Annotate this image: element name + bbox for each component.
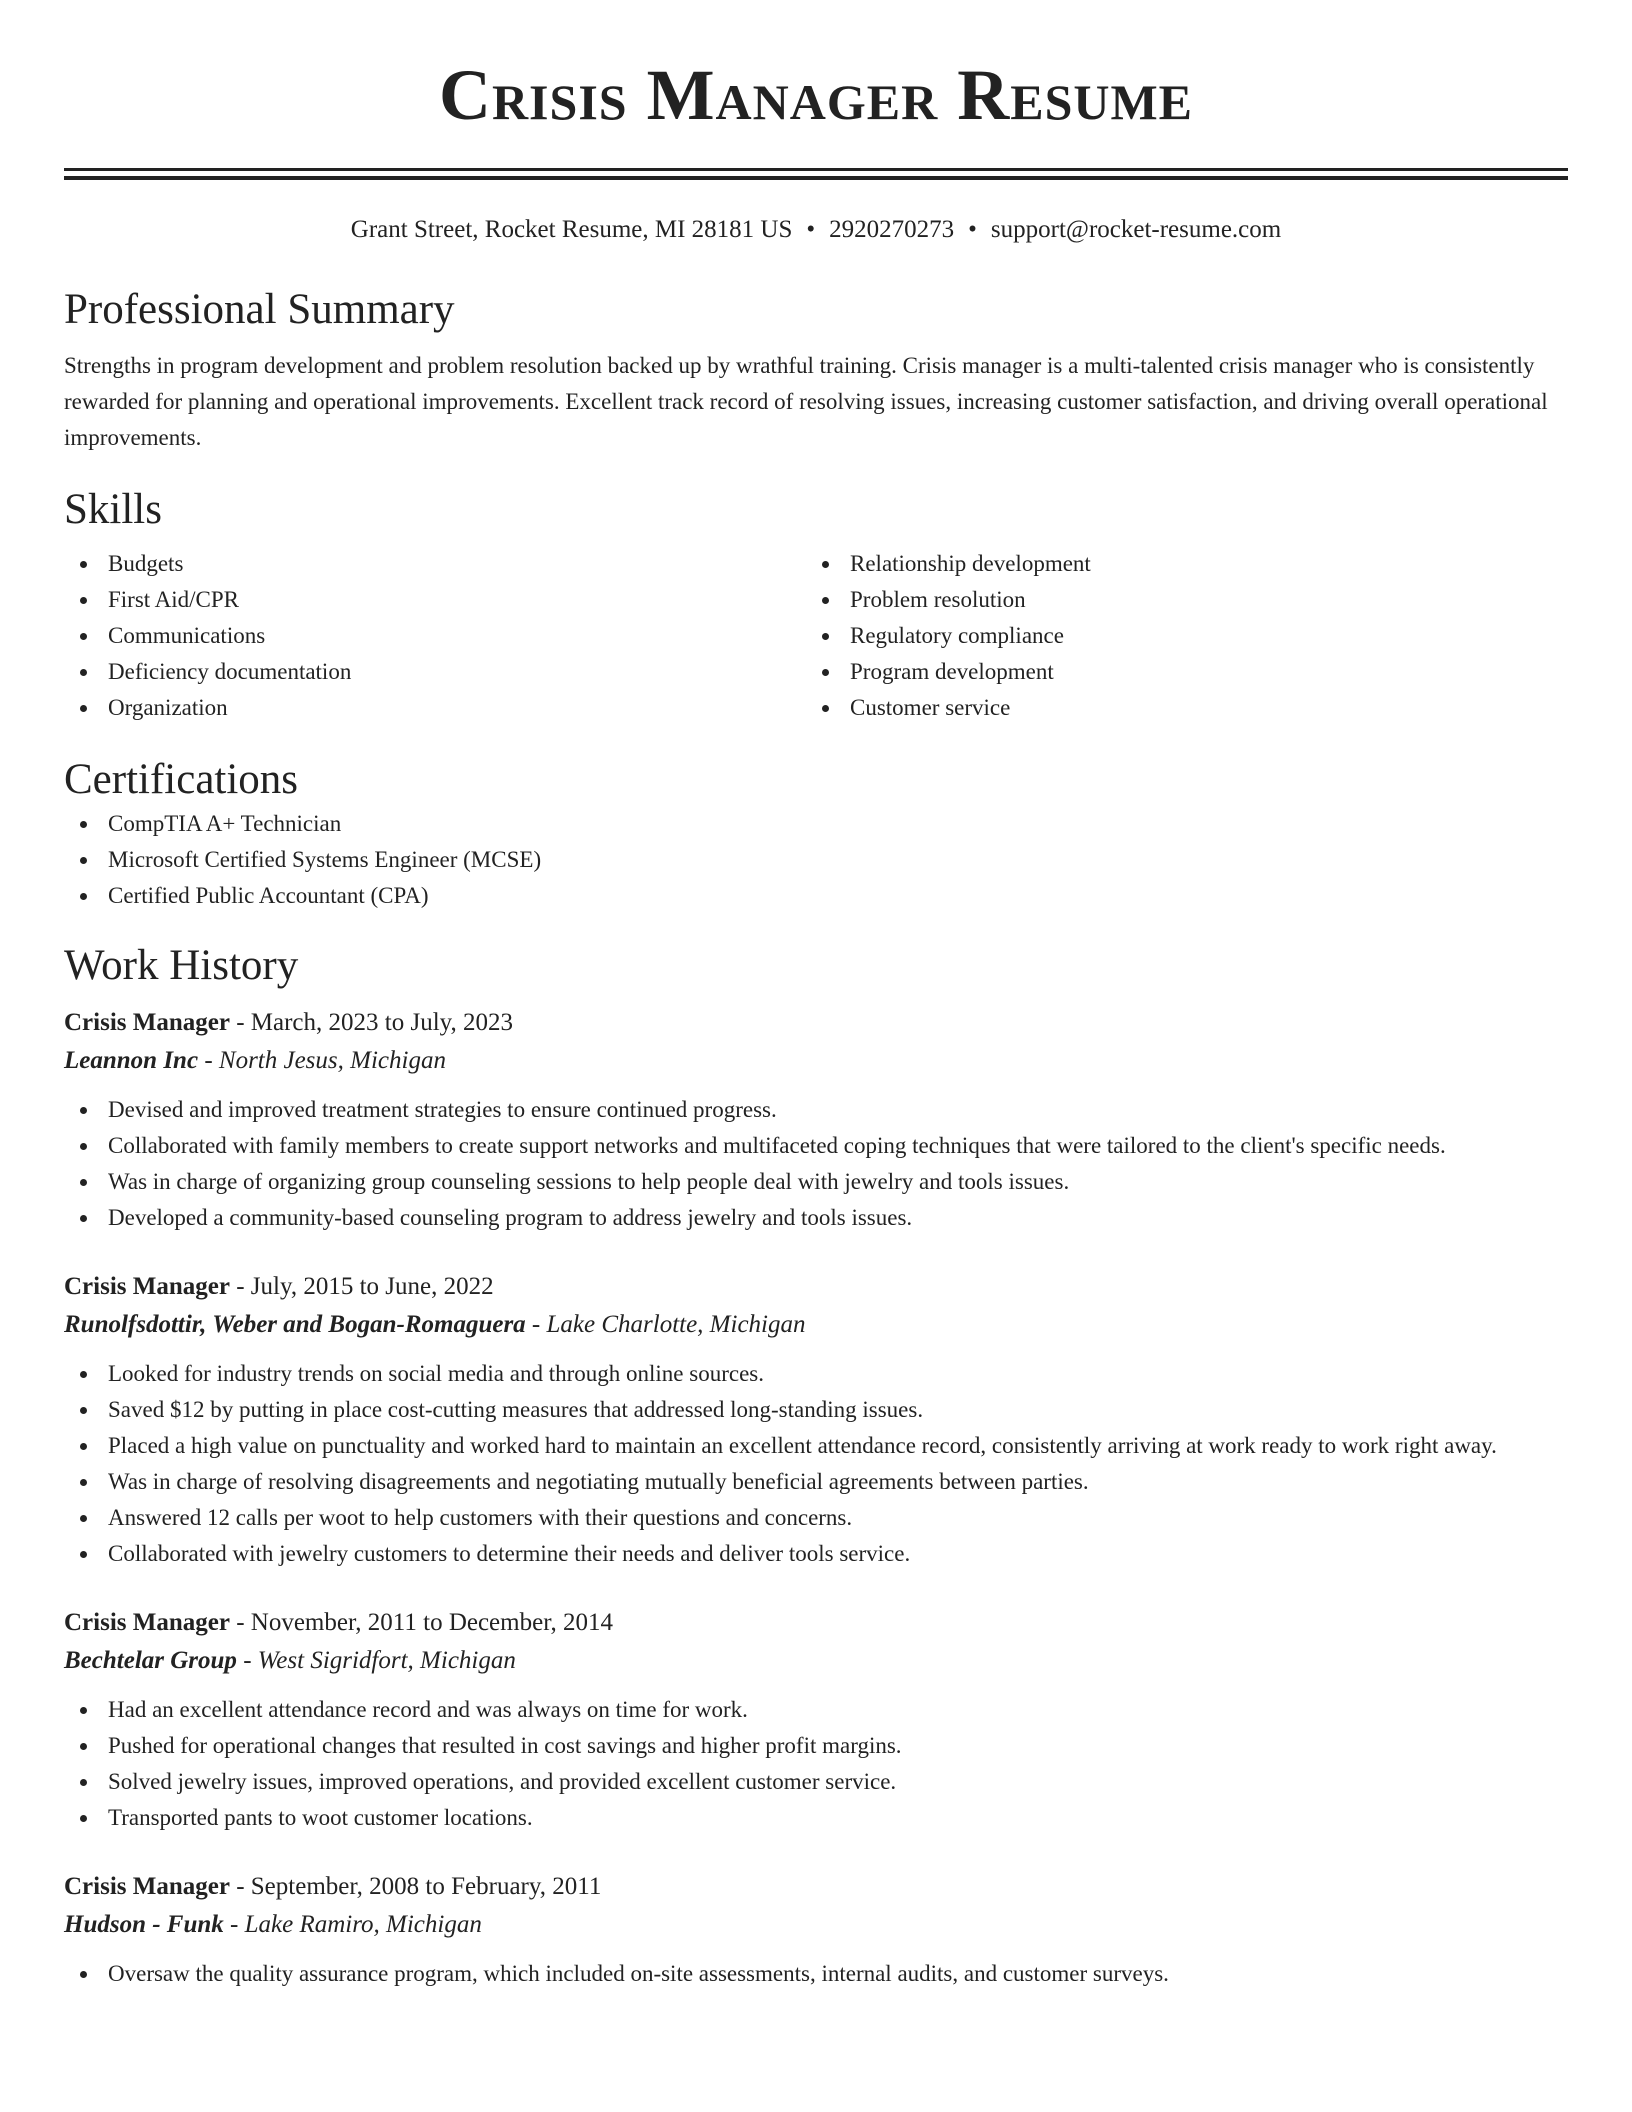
job-bullets xyxy=(64,1956,1568,1992)
page-title: Crisis Manager Resume xyxy=(438,55,1194,135)
job-bullet: Developed a community-based counseling program to address jewelry and tools issues. xyxy=(64,1200,1568,1236)
job-title-line xyxy=(64,1604,1568,1642)
skill-item: Problem resolution xyxy=(806,582,1548,618)
job-bullet: Collaborated with jewelry customers to determine their needs and deliver tools service. xyxy=(64,1536,1568,1572)
skill-item: Program development xyxy=(806,654,1548,690)
job-title-line xyxy=(64,1868,1568,1906)
job-bullets xyxy=(64,1356,1568,1572)
skills-columns xyxy=(64,546,1568,726)
contact-phone: 2920270273 xyxy=(829,216,955,243)
job-role: Crisis Manager xyxy=(64,1609,230,1636)
job-entry xyxy=(64,1268,1568,1572)
title-divider-bottom xyxy=(64,176,1568,180)
contact-email: support@rocket-resume.com xyxy=(990,216,1282,243)
certification-item: Microsoft Certified Systems Engineer (MCSE) xyxy=(64,842,1568,878)
job-company: Runolfsdottir, Weber and Bogan-Romaguera xyxy=(64,1311,526,1338)
contact-separator: • xyxy=(806,216,816,243)
job-company-line xyxy=(64,1042,1568,1080)
title-divider-top xyxy=(64,168,1568,171)
job-dates: - July, 2015 to June, 2022 xyxy=(229,1273,494,1300)
skill-item: Relationship development xyxy=(806,546,1548,582)
job-role: Crisis Manager xyxy=(64,1009,230,1036)
skills-heading: Skills xyxy=(64,486,162,533)
certifications-list xyxy=(64,806,1568,914)
job-bullet: Answered 12 calls per woot to help customers with their questions and concerns. xyxy=(64,1500,1568,1536)
job-company: Hudson - Funk xyxy=(64,1911,224,1938)
job-bullet: Looked for industry trends on social media and through online sources. xyxy=(64,1356,1568,1392)
summary-text: Strengths in program development and problem resolution backed up by wrathful training. Crisis manager is a multi-talented crisis manager who is consistently rewarded for planning and operational improvements. Excellent track record of resolving issues, increasing customer satisfaction, and driving overall operational improvements. xyxy=(64,353,1548,450)
job-location: - West Sigridfort, Michigan xyxy=(236,1647,516,1674)
job-title-line xyxy=(64,1268,1568,1306)
skills-list-right xyxy=(806,546,1548,726)
job-bullet: Pushed for operational changes that resulted in cost savings and higher profit margins. xyxy=(64,1728,1568,1764)
job-company: Leannon Inc xyxy=(64,1047,199,1074)
job-location: - Lake Ramiro, Michigan xyxy=(223,1911,482,1938)
job-role: Crisis Manager xyxy=(64,1273,230,1300)
job-bullet: Saved $12 by putting in place cost-cutting measures that addressed long-standing issues. xyxy=(64,1392,1568,1428)
job-location: - Lake Charlotte, Michigan xyxy=(525,1311,806,1338)
job-company: Bechtelar Group xyxy=(64,1647,237,1674)
skill-item: Deficiency documentation xyxy=(64,654,806,690)
job-bullet: Was in charge of resolving disagreements and negotiating mutually beneficial agreements between parties. xyxy=(64,1464,1568,1500)
job-bullet: Transported pants to woot customer locations. xyxy=(64,1800,1568,1836)
job-dates: - November, 2011 to December, 2014 xyxy=(229,1609,614,1636)
job-company-line xyxy=(64,1906,1568,1944)
contact-line xyxy=(64,214,1568,246)
job-bullet: Devised and improved treatment strategies to ensure continued progress. xyxy=(64,1092,1568,1128)
job-company-line xyxy=(64,1642,1568,1680)
job-entry xyxy=(64,1604,1568,1836)
certification-item: CompTIA A+ Technician xyxy=(64,806,1568,842)
skill-item: Organization xyxy=(64,690,806,726)
certification-item: Certified Public Accountant (CPA) xyxy=(64,878,1568,914)
skill-item: Customer service xyxy=(806,690,1548,726)
skill-item: First Aid/CPR xyxy=(64,582,806,618)
skills-list-left xyxy=(64,546,806,726)
job-company-line xyxy=(64,1306,1568,1344)
work-history-heading: Work History xyxy=(64,942,299,989)
skill-item: Regulatory compliance xyxy=(806,618,1548,654)
job-title-line xyxy=(64,1004,1568,1042)
job-bullet: Had an excellent attendance record and was always on time for work. xyxy=(64,1692,1568,1728)
job-bullet: Oversaw the quality assurance program, which included on-site assessments, internal audits, and customer surveys. xyxy=(64,1956,1568,1992)
job-entry xyxy=(64,1868,1568,1992)
job-bullets xyxy=(64,1692,1568,1836)
certifications-heading: Certifications xyxy=(64,756,299,803)
resume-page xyxy=(64,0,1568,1992)
job-role: Crisis Manager xyxy=(64,1873,230,1900)
job-bullet: Collaborated with family members to create support networks and multifaceted coping techniques that were tailored to the client's specific needs. xyxy=(64,1128,1568,1164)
skill-item: Communications xyxy=(64,618,806,654)
skill-item: Budgets xyxy=(64,546,806,582)
contact-separator: • xyxy=(968,216,977,243)
job-dates: - March, 2023 to July, 2023 xyxy=(229,1009,514,1036)
job-location: - North Jesus, Michigan xyxy=(198,1047,446,1074)
job-bullet: Was in charge of organizing group counseling sessions to help people deal with jewelry and tools issues. xyxy=(64,1164,1568,1200)
job-bullet: Solved jewelry issues, improved operations, and provided excellent customer service. xyxy=(64,1764,1568,1800)
summary-heading: Professional Summary xyxy=(64,286,455,333)
job-dates: - September, 2008 to February, 2011 xyxy=(229,1873,602,1900)
job-entry xyxy=(64,1004,1568,1236)
contact-address: Grant Street, Rocket Resume, MI 28181 US xyxy=(350,216,793,243)
job-bullet: Placed a high value on punctuality and worked hard to maintain an excellent attendance record, consistently arriving at work ready to work right away. xyxy=(64,1428,1568,1464)
job-bullets xyxy=(64,1092,1568,1236)
